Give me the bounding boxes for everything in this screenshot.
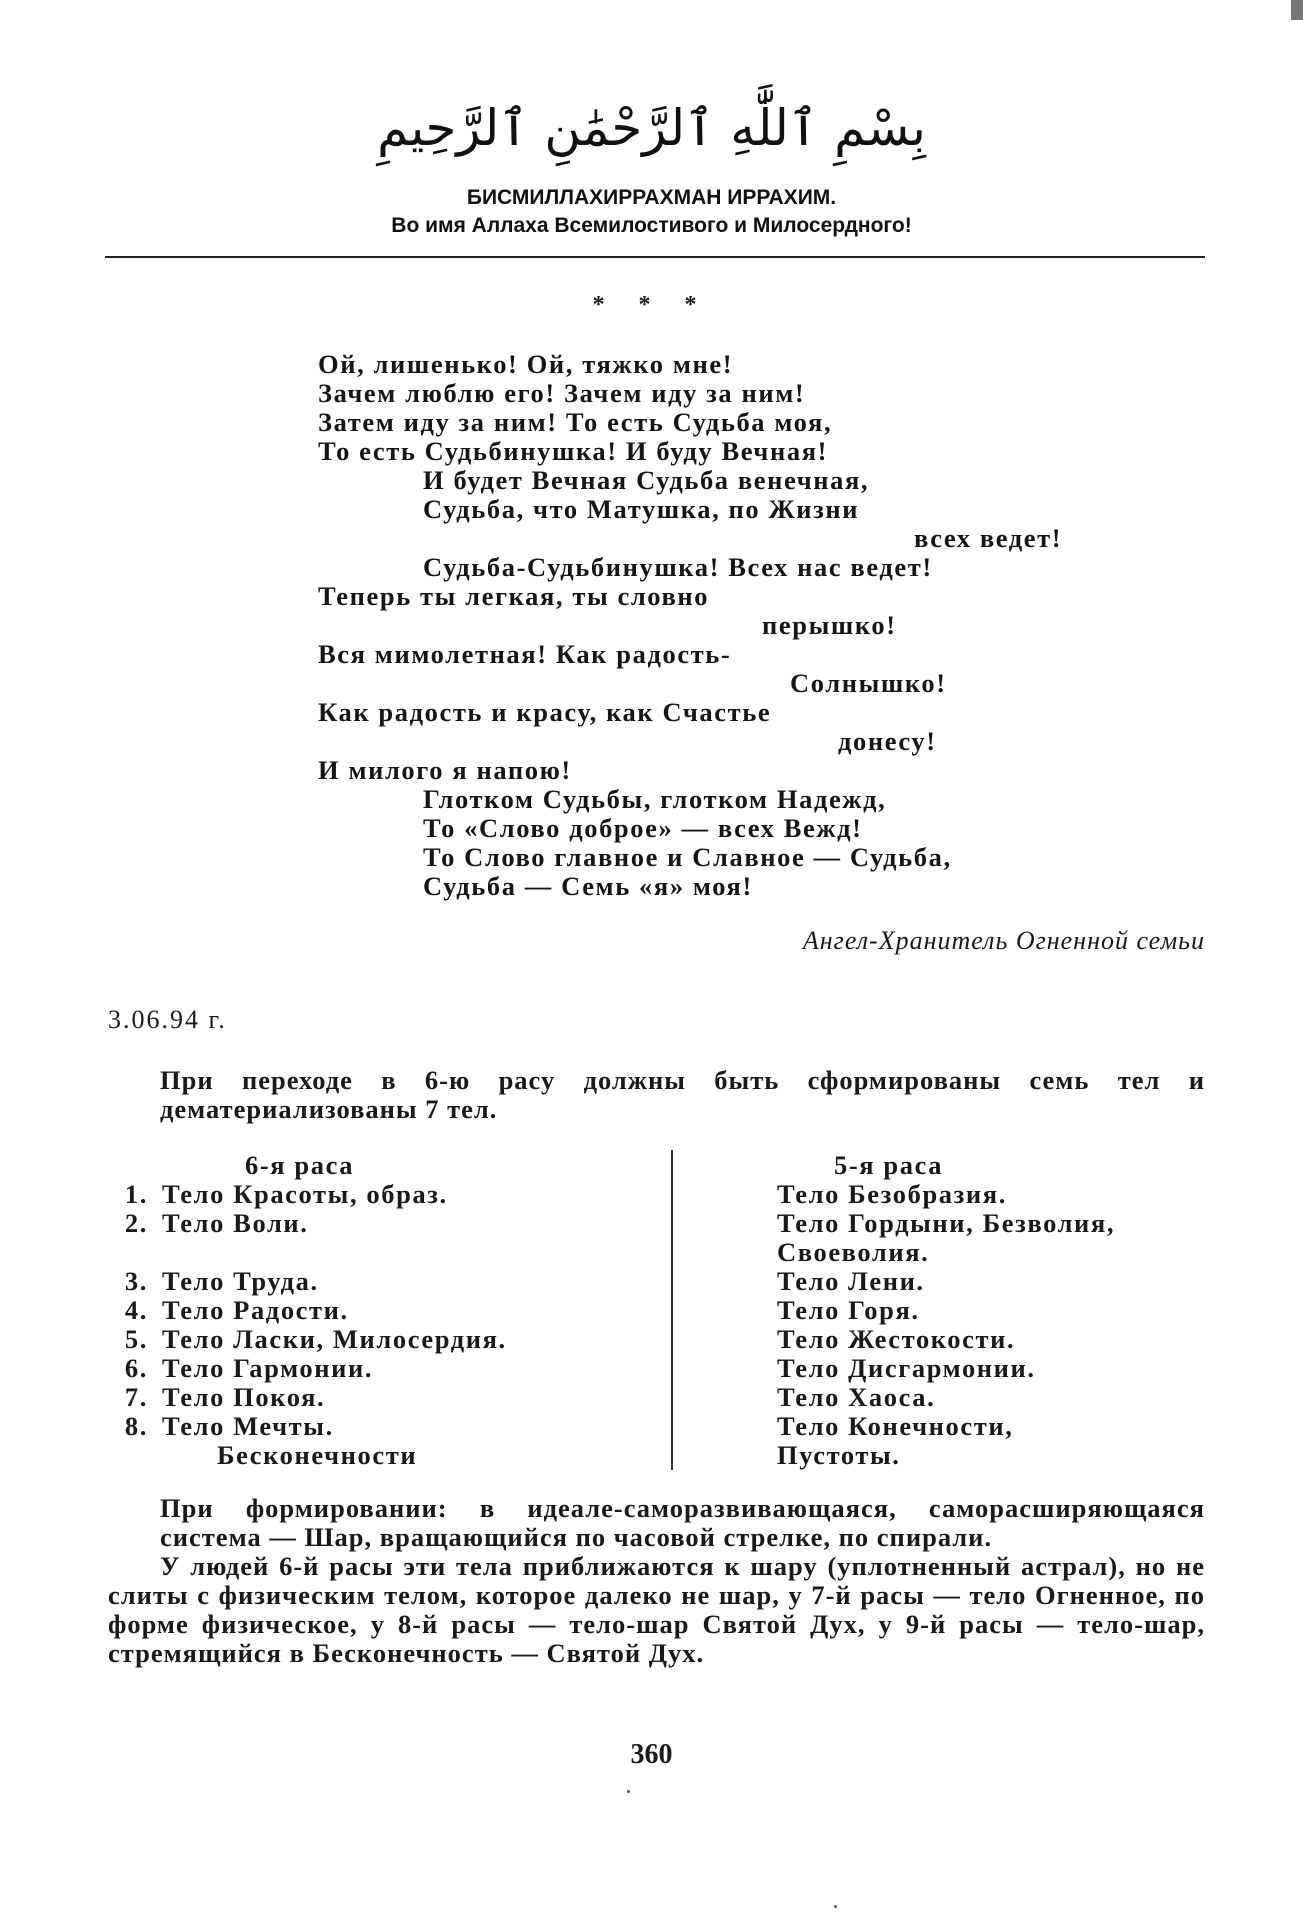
- intro-paragraph: [160, 1066, 1205, 1124]
- poem-line: всех ведет!: [914, 523, 1063, 553]
- list-item: [108, 1412, 334, 1441]
- left-column-header: 6-я раса: [245, 1150, 355, 1180]
- poem-line: Затем иду за ним! То есть Судьба моя,: [318, 407, 833, 437]
- item-text: Тело Радости.: [162, 1295, 349, 1325]
- poem-line: То «Слово доброе» — всех Вежд!: [423, 813, 863, 843]
- poem-line: То есть Судьбинушка! И буду Вечная!: [318, 436, 829, 466]
- item-number: 3.: [124, 1266, 148, 1296]
- closing-paragraph-1: [160, 1494, 1205, 1552]
- right-item: Своеволия.: [777, 1237, 930, 1267]
- bismillah-calligraphy: بِسْمِ ٱللَّٰهِ ٱلرَّحْمَٰنِ ٱلرَّحِيمِ: [377, 99, 926, 157]
- item-text: Тело Красоты, образ.: [162, 1179, 448, 1209]
- poem-line: Теперь ты легкая, ты словно: [318, 581, 710, 611]
- list-item: [108, 1180, 448, 1209]
- item-number: 4.: [124, 1295, 148, 1325]
- closing-text-2: У людей 6-й расы эти тела приближаются к шару (уплотненный астрал), но не слиты с физическим телом, которое далеко не шар, у 7-й расы — тело Огненное, по форме физическое, у 8-й расы — тело-шар Святой Дух, у 9-й расы — тело-шар, стремящийся в Бесконечность — Святой Дух.: [108, 1551, 1205, 1668]
- poem-line: Глотком Судьбы, глотком Надежд,: [423, 784, 887, 814]
- list-item: [108, 1325, 507, 1354]
- scan-speck: [834, 1905, 837, 1908]
- right-item: Тело Жестокости.: [777, 1324, 1016, 1354]
- scan-corner-mark: [1291, 0, 1303, 20]
- right-item: Тело Лени.: [777, 1266, 925, 1296]
- closing-paragraph-2: [108, 1552, 1205, 1668]
- poem-line: И будет Вечная Судьба венечная,: [423, 465, 870, 495]
- poem-line: донесу!: [838, 726, 937, 756]
- item-text: Тело Воли.: [162, 1208, 309, 1238]
- list-item: [108, 1296, 349, 1325]
- poem-line: Судьба — Семь «я» моя!: [423, 871, 753, 901]
- scan-speck: [627, 1790, 630, 1793]
- poem-line: перышко!: [762, 610, 897, 640]
- header-translation: Во имя Аллаха Всемилостивого и Милосердного!: [391, 214, 912, 237]
- intro-text: При переходе в 6-ю расу должны быть сформированы семь тел и дематериализованы 7 тел.: [160, 1065, 1205, 1124]
- poem-signature: Ангел-Хранитель Огненной семьи: [802, 926, 1205, 955]
- poem-line: Судьба, что Матушка, по Жизни: [423, 494, 860, 524]
- item-text: Тело Труда.: [162, 1266, 319, 1296]
- item-number: 6.: [124, 1353, 148, 1383]
- closing-text-1: При формировании: в идеале-саморазвивающаяся, саморасширяющаяся система — Шар, вращающийся по часовой стрелке, по спирали.: [160, 1493, 1205, 1552]
- poem-line: Судьба-Судьбинушка! Всех нас ведет!: [423, 552, 933, 582]
- poem-line: Солнышко!: [790, 668, 947, 698]
- header-divider: [105, 256, 1205, 258]
- list-item: [108, 1267, 319, 1296]
- item-text: Тело Покоя.: [162, 1382, 326, 1412]
- item-text: Тело Мечты.: [162, 1411, 334, 1441]
- right-item: Пустоты.: [777, 1440, 901, 1470]
- poem-line: Зачем люблю его! Зачем иду за ним!: [318, 378, 806, 408]
- right-item: Тело Хаоса.: [777, 1382, 936, 1412]
- poem-line: Ой, лишенько! Ой, тяжко мне!: [318, 349, 734, 379]
- right-item: Тело Дисгармонии.: [777, 1353, 1036, 1383]
- item-number: 5.: [124, 1324, 148, 1354]
- right-item: Тело Конечности,: [777, 1411, 1014, 1441]
- poem-line: И милого я напою!: [318, 755, 572, 785]
- list-item: [108, 1354, 373, 1383]
- item-text: Тело Ласки, Милосердия.: [162, 1324, 507, 1354]
- list-item: [108, 1209, 309, 1238]
- item-number: 8.: [124, 1411, 148, 1441]
- poem-line: Как радость и красу, как Счастье: [318, 697, 772, 727]
- item-number: 2.: [124, 1208, 148, 1238]
- header-transliteration: БИСМИЛЛАХИРРАХМАН ИРРАХИМ.: [466, 186, 837, 209]
- list-item: [108, 1383, 325, 1412]
- item-number: 7.: [124, 1382, 148, 1412]
- right-item: Тело Гордыни, Безволия,: [777, 1208, 1116, 1238]
- list-item-continuation: Бесконечности: [217, 1440, 418, 1470]
- entry-date: 3.06.94 г.: [108, 1005, 227, 1034]
- page-number: 360: [630, 1739, 673, 1770]
- column-divider: [671, 1150, 673, 1470]
- poem-line: То Слово главное и Славное — Судьба,: [423, 842, 952, 872]
- right-item: Тело Горя.: [777, 1295, 920, 1325]
- item-number: 1.: [124, 1179, 148, 1209]
- poem-line: Вся мимолетная! Как радость-: [318, 639, 732, 669]
- right-item: Тело Безобразия.: [777, 1179, 1007, 1209]
- item-text: Тело Гармонии.: [162, 1353, 374, 1383]
- right-column-header: 5-я раса: [834, 1150, 944, 1180]
- poem-stars: * * *: [592, 292, 711, 318]
